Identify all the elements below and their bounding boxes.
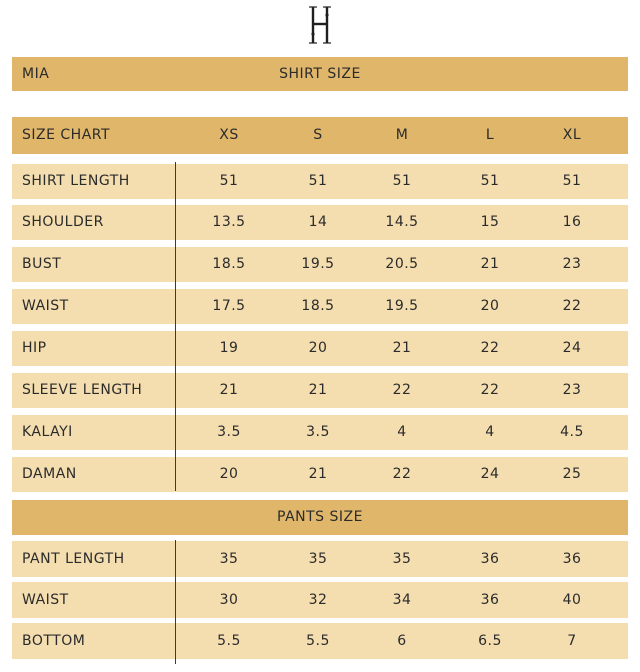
size-value: 35 [219, 551, 239, 567]
size-value: 5.5 [217, 633, 241, 649]
table-row [12, 247, 628, 282]
size-value: 24 [562, 340, 582, 356]
size-value: 35 [308, 551, 328, 567]
table-row [12, 331, 628, 366]
size-value: 25 [562, 466, 582, 482]
model-name: MIA [22, 66, 50, 82]
size-value: 20 [308, 340, 328, 356]
size-value: 3.5 [306, 424, 330, 440]
size-header-row [12, 117, 628, 154]
size-value: 4 [485, 424, 495, 440]
size-value: 36 [480, 592, 500, 608]
size-value: 32 [308, 592, 328, 608]
size-header-m: M [395, 127, 409, 143]
size-value: 19.5 [301, 256, 335, 272]
size-value: 3.5 [217, 424, 241, 440]
size-value: 51 [392, 173, 412, 189]
table-row [12, 164, 628, 199]
size-value: 16 [562, 214, 582, 230]
row-label: DAMAN [22, 466, 77, 482]
size-value: 36 [480, 551, 500, 567]
size-value: 4.5 [560, 424, 584, 440]
table-row [12, 457, 628, 492]
size-value: 22 [392, 466, 412, 482]
size-value: 21 [308, 466, 328, 482]
size-chart-label: SIZE CHART [22, 127, 111, 143]
shirt-table-divider [175, 162, 176, 491]
size-value: 18.5 [301, 298, 335, 314]
row-label: SHOULDER [22, 214, 104, 230]
size-header-xs: XS [219, 127, 239, 143]
size-value: 21 [392, 340, 412, 356]
table-row [12, 623, 628, 659]
row-label: SLEEVE LENGTH [22, 382, 143, 398]
size-value: 22 [392, 382, 412, 398]
brand-logo-icon [300, 3, 340, 47]
row-label: BOTTOM [22, 633, 86, 649]
size-value: 51 [562, 173, 582, 189]
row-label: WAIST [22, 592, 69, 608]
size-value: 22 [562, 298, 582, 314]
table-row [12, 373, 628, 408]
row-label: HIP [22, 340, 47, 356]
size-value: 51 [308, 173, 328, 189]
pants-size-title: PANTS SIZE [277, 509, 363, 525]
size-value: 51 [219, 173, 239, 189]
size-value: 18.5 [212, 256, 246, 272]
size-value: 19 [219, 340, 239, 356]
size-value: 21 [480, 256, 500, 272]
size-value: 21 [219, 382, 239, 398]
size-value: 20 [219, 466, 239, 482]
size-value: 34 [392, 592, 412, 608]
size-header-l: L [485, 127, 495, 143]
pants-size-header [12, 500, 628, 535]
row-label: BUST [22, 256, 62, 272]
size-value: 20.5 [385, 256, 419, 272]
table-row [12, 205, 628, 240]
size-value: 36 [562, 551, 582, 567]
size-value: 21 [308, 382, 328, 398]
size-value: 7 [567, 633, 577, 649]
size-value: 5.5 [306, 633, 330, 649]
size-value: 15 [480, 214, 500, 230]
size-value: 23 [562, 256, 582, 272]
size-header-xl: XL [562, 127, 582, 143]
table-row [12, 541, 628, 577]
row-label: WAIST [22, 298, 69, 314]
size-value: 51 [480, 173, 500, 189]
size-value: 22 [480, 382, 500, 398]
size-value: 17.5 [212, 298, 246, 314]
row-label: KALAYI [22, 424, 73, 440]
size-value: 6 [397, 633, 407, 649]
size-value: 14.5 [385, 214, 419, 230]
table-row [12, 415, 628, 450]
shirt-size-title: SHIRT SIZE [279, 66, 361, 82]
row-label: SHIRT LENGTH [22, 173, 130, 189]
size-value: 24 [480, 466, 500, 482]
table-row [12, 289, 628, 324]
size-value: 19.5 [385, 298, 419, 314]
size-value: 20 [480, 298, 500, 314]
size-value: 14 [308, 214, 328, 230]
size-value: 22 [480, 340, 500, 356]
size-value: 6.5 [478, 633, 502, 649]
size-value: 13.5 [212, 214, 246, 230]
size-value: 23 [562, 382, 582, 398]
size-value: 35 [392, 551, 412, 567]
pants-table-divider [175, 540, 176, 664]
size-value: 4 [397, 424, 407, 440]
size-value: 30 [219, 592, 239, 608]
shirt-size-header [12, 57, 628, 91]
row-label: PANT LENGTH [22, 551, 125, 567]
size-header-s: S [313, 127, 323, 143]
size-value: 40 [562, 592, 582, 608]
table-row [12, 582, 628, 618]
